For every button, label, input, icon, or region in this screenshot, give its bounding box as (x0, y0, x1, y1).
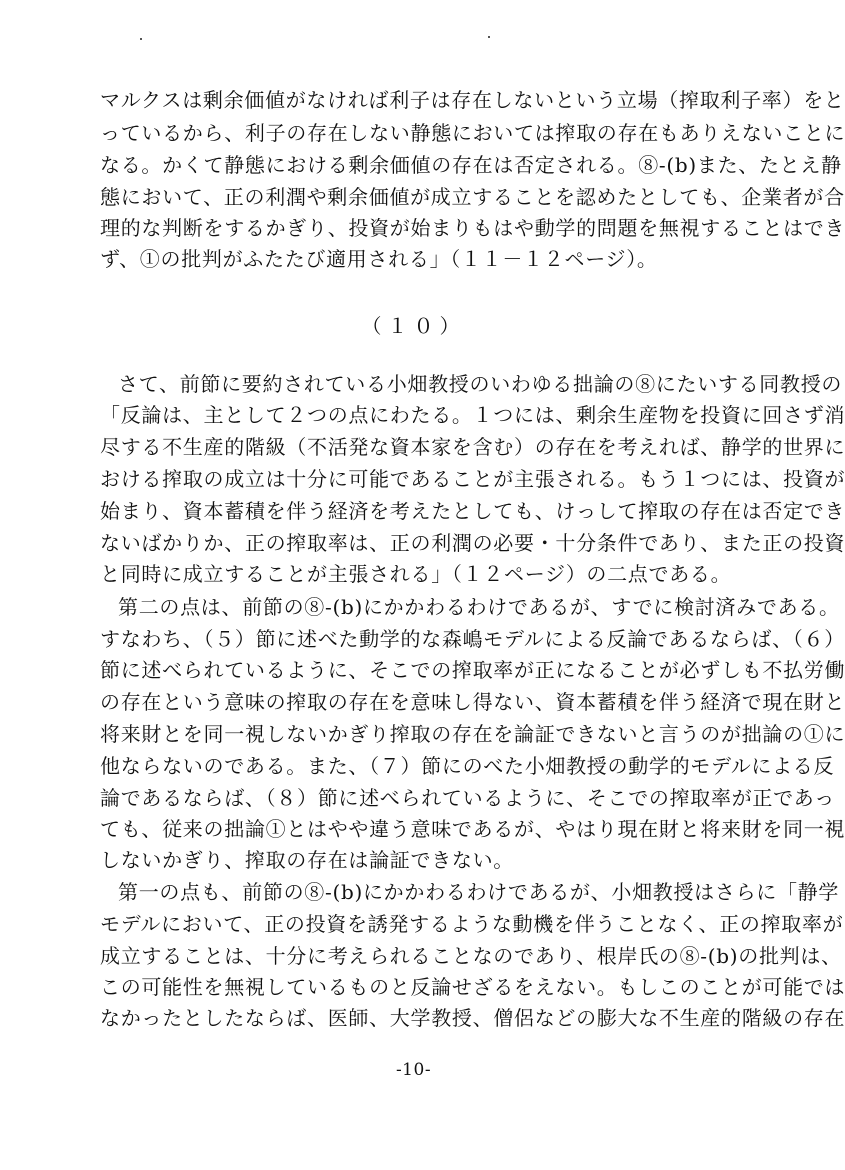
text-line: 尽する不生産的階級（不活発な資本家を含む）の存在を考えれば、静学的世界に (100, 435, 845, 459)
page-number: -10- (395, 1060, 432, 1080)
text-line: 論であるならば、（８）節に述べられているように、そこでの搾取率が正であっ (100, 786, 835, 810)
text-line: なる。かくて静態における剰余価値の存在は否定される。⑧-(b)また、たとえ静 (100, 153, 842, 177)
text-line: 将来財とを同一視しないかぎり搾取の存在を論証できないと言うのが拙論の①に (100, 722, 845, 746)
section-heading: （１０） (361, 314, 466, 338)
text-line: の存在という意味の搾取の存在を意味し得ない、資本蓄積を伴う経済で現在財と (100, 690, 845, 714)
text-line: しないかぎり、搾取の存在は論証できない。 (100, 848, 514, 872)
text-line: 第一の点も、前節の⑧-(b)にかかわるわけであるが、小畑教授はさらに「静学 (118, 880, 840, 904)
text-line: 理的な判断をするかぎり、投資が始まりもはや動学的問題を無視することはでき (100, 216, 845, 240)
text-line: ても、従来の拙論①とはやや違う意味であるが、やはり現在財と将来財を同一視 (100, 817, 845, 841)
text-line: 態において、正の利潤や剰余価値が成立することを認めたとしても、企業者が合 (100, 185, 845, 209)
text-line: 「反論は、主として２つの点にわたる。１つには、剰余生産物を投資に回さず消 (100, 403, 845, 427)
text-line: ないばかりか、正の搾取率は、正の利潤の必要・十分条件であり、また正の投資 (100, 531, 845, 555)
text-line: 成立することは、十分に考えられることなのであり、根岸氏の⑧-(b)の批判は、 (100, 944, 842, 968)
text-line: 他ならないのである。また、（７）節にのべた小畑教授の動学的モデルによる反 (100, 754, 835, 778)
scan-speck (140, 38, 142, 40)
text-line: 始まり、資本蓄積を伴う経済を考えたとしても、けっして搾取の存在は否定でき (100, 499, 845, 523)
text-line: モデルにおいて、正の投資を誘発するような動機を伴うことなく、正の搾取率が (100, 912, 844, 936)
scan-speck (488, 36, 490, 38)
text-line: マルクスは剰余価値がなければ利子は存在しないという立場（搾取利子率）をと (100, 88, 845, 112)
text-line: っているから、利子の存在しない静態においては搾取の存在もありえないことに (100, 121, 845, 145)
text-line: と同時に成立することが主張される」（１２ページ）の二点である。 (100, 562, 732, 586)
text-line: 第二の点は、前節の⑧-(b)にかかわるわけであるが、すでに検討済みである。 (118, 595, 840, 619)
text-line: なかったとしたならば、医師、大学教授、僧侶などの膨大な不生産的階級の存在 (100, 1006, 845, 1030)
text-line: ず、①の批判がふたたび適用される」（１１－１２ページ）。 (100, 247, 658, 271)
text-line: この可能性を無視しているものと反論せざるをえない。もしこのことが可能では (100, 975, 845, 999)
text-line: おける搾取の成立は十分に可能であることが主張される。もう１つには、投資が (100, 467, 845, 491)
text-line: さて、前節に要約されている小畑教授のいわゆる拙論の⑧にたいする同教授の (118, 372, 843, 396)
text-line: すなわち、（５）節に述べた動学的な森嶋モデルによる反論であるならば、（６） (100, 627, 845, 651)
text-line: 節に述べられているように、そこでの搾取率が正になることが必ずしも不払労働 (100, 658, 845, 682)
